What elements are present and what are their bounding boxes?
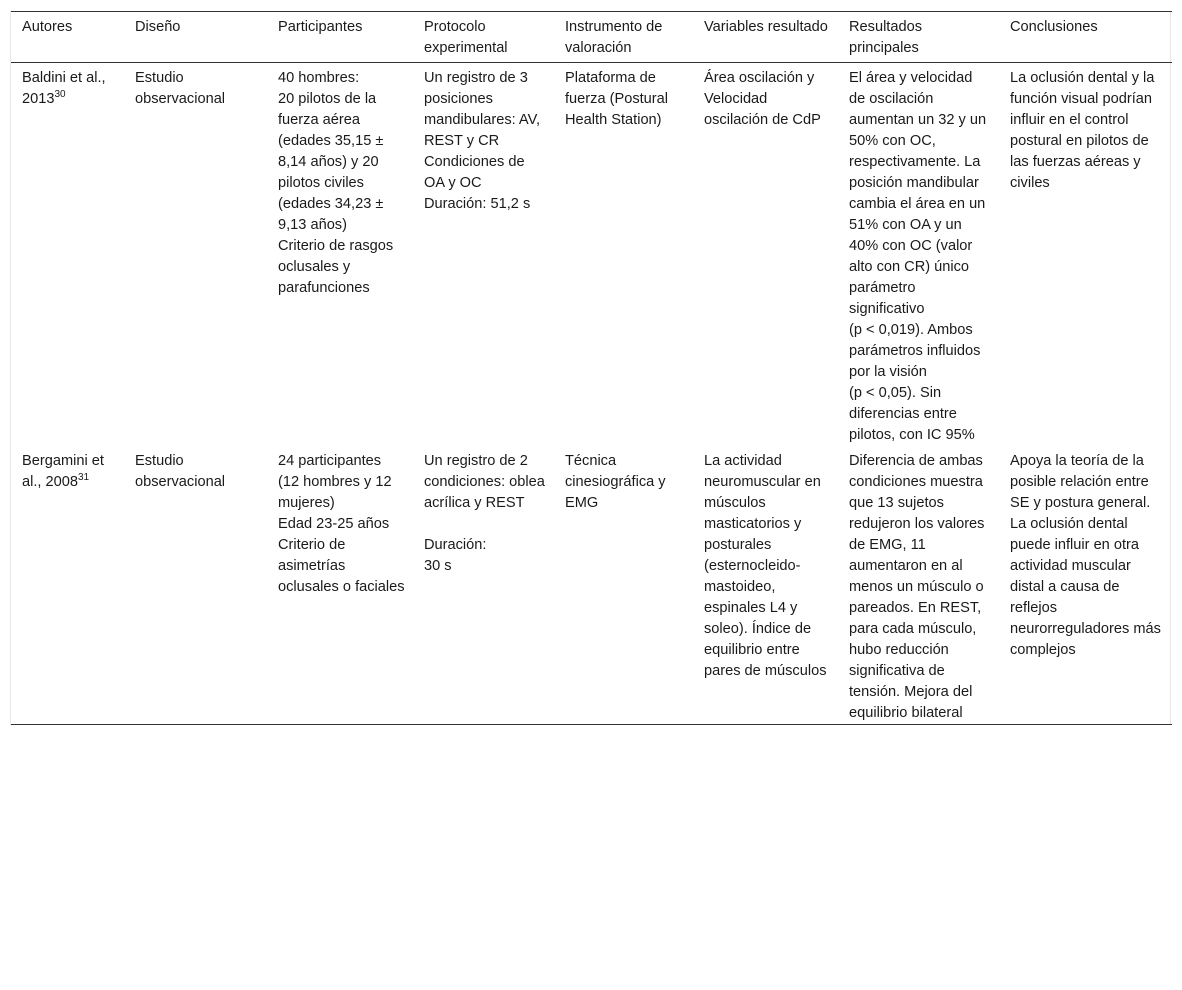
cell-instrument: Plataforma de fuerza (Postural Health Station) [565, 70, 669, 128]
cell-participants: 40 hombres: 20 pilotos de la fuerza aérea (edades 35,15 ± 8,14 años) y 20 pilotos civiles (edades 34,23 ± 9,13 años) Criterio de rasgos oclusales y parafunciones [278, 70, 394, 296]
cell-results: Diferencia de ambas condiciones muestra que 13 sujetos redujeron los valores de EMG, 11 aumentaron en al menos un músculo o pareados. En REST, para cada músculo, hubo reducción significativa de tensión. Mejora del equilibrio bilateral [849, 453, 985, 721]
cell-participants: 24 participantes (12 hombres y 12 mujeres) Edad 23-25 años Criterio de asimetrías oclusales o faciales [278, 453, 405, 595]
cell-design: Estudio observacional [135, 70, 226, 107]
header-variables: Variables resultado [704, 19, 828, 35]
header-participants: Participantes [278, 19, 363, 35]
cell-protocol: Un registro de 2 condiciones: oblea acrílica y REST Duración: 30 s [424, 453, 545, 574]
header-design: Diseño [135, 19, 181, 35]
header-authors: Autores [22, 19, 73, 35]
header-conclusions: Conclusiones [1010, 19, 1098, 35]
author-name: Bergamini et al., 2008 [22, 453, 104, 490]
study-table-container [10, 11, 1171, 725]
cell-conclusions: La oclusión dental y la función visual podrían influir en el control postural en pilotos de las fuerzas aéreas y civiles [1010, 70, 1155, 191]
cell-protocol: Un registro de 3 posiciones mandibulares: AV, REST y CR Condiciones de OA y OC Duración: 51,2 s [424, 70, 541, 212]
study-comparison-table [11, 11, 1172, 725]
author-name: Baldini et al., 2013 [22, 70, 106, 107]
table-header-row [11, 12, 1172, 63]
table-row [11, 63, 1172, 447]
header-results: Resultados principales [849, 19, 923, 56]
header-protocol: Protocolo experimental [424, 19, 508, 56]
header-instrument: Instrumento de valoración [565, 19, 663, 56]
reference-number: 30 [54, 89, 66, 101]
reference-number: 31 [78, 472, 90, 484]
cell-authors [11, 446, 124, 725]
cell-design: Estudio observacional [135, 453, 226, 490]
table-row [11, 446, 1172, 725]
cell-variables: La actividad neuromuscular en músculos masticatorios y posturales (esternocleido-mastoideo, espinales L4 y soleo). Índice de equilibrio entre pares de músculos [704, 453, 827, 679]
cell-variables: Área oscilación y Velocidad oscilación de CdP [704, 70, 821, 128]
cell-authors [11, 63, 124, 447]
cell-results: El área y velocidad de oscilación aumentan un 32 y un 50% con OC, respectivamente. La posición mandibular cambia el área en un 51% con OA y un 40% con OC (valor alto con CR) único parámetro significativo (p < 0,019). Ambos parámetros influidos por la visión (p < 0,05). Sin diferencias entre pilotos, con IC 95% [849, 70, 987, 443]
cell-conclusions: Apoya la teoría de la posible relación entre SE y postura general. La oclusión dental puede influir en otra actividad muscular distal a causa de reflejos neurorreguladores más complejos [1010, 453, 1161, 658]
cell-instrument: Técnica cinesiográfica y EMG [565, 453, 666, 511]
